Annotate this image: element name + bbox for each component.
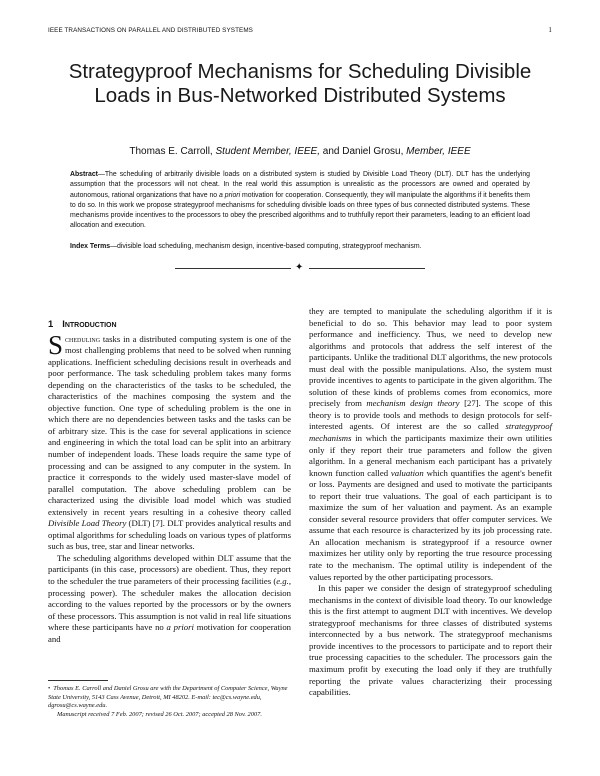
paragraph-text: , processing power). The scheduler makes the allocation decision according to the values reported by the processors or by the owners of these processors. This assumption is not valid in real life situations where these participants have no: [48, 576, 291, 633]
author-name: and Daniel Grosu,: [322, 146, 404, 157]
footnote-manuscript: Manuscript received 7 Feb. 2007; revised 26 Oct. 2007; accepted 28 Nov. 2007.: [57, 710, 262, 718]
emphasis: valuation: [390, 467, 424, 478]
index-terms: [70, 242, 530, 252]
paragraph-text: they are tempted to manipulate the scheduling algorithm if it is beneficial to do so. This behavior may lead to poor system performance and inefficiency. Thus, we need to develop new algorithms and protocols that address the self interest of the participants. Unlike the traditional DLT algorithms, the new protocols must deal with the possible manipulations. Also, the system must provide incentives to agents to participate in the given algorithm. The solution of these kinds of problems comes from economics, more precisely from: [309, 306, 552, 409]
diamond-icon: ✦: [295, 262, 304, 273]
section-title: Introduction: [62, 318, 117, 329]
right-column: [309, 306, 552, 699]
abstract-emphasis: a priori: [219, 191, 241, 199]
paragraph: [48, 553, 291, 645]
emphasis: Divisible Load Theory: [48, 518, 127, 529]
paragraph: [48, 329, 291, 553]
paragraph-text: which quantifies the agent's benefit or loss. Payments are designed and used to motivate the participants to report their true valuations. The goal of each participant is to maximize the sum of her valuation and payment. As an example consider several resource providers that offer computer services. We assume that each resource is characterized by its job processing rate. An allocation mechanism is strategyproof if a resource owner maximizes her utility only by reporting the true resource processing rate to the mechanism. The optimal utility is independent of the values reported by the other participating processors.: [309, 467, 552, 582]
page-number: 1: [548, 26, 552, 34]
smallcaps-word: cheduling: [65, 333, 101, 344]
abstract: [70, 170, 530, 232]
drop-cap: S: [48, 329, 64, 360]
abstract-text: motivation for cooperation. Consequently, they will manipulate the algorithms if it benefits them to do so. In this work we propose strategyproof mechanisms for scheduling divisible loads on three types of bus connected distributed systems. These mechanisms provide incentives to the processors to obey the prescribed algorithms and to truthfully report their parameters, leading to an efficient load allocation and execution.: [70, 191, 531, 230]
emphasis: strategyproof mechanisms: [309, 421, 552, 444]
paper-title: Strategyproof Mechanisms for Scheduling Divisible Loads in Bus-Networked Distributed Systems: [68, 60, 532, 107]
emphasis: mechanism design theory: [366, 398, 460, 409]
index-terms-text: —divisible load scheduling, mechanism design, incentive-based computing, strategyproof mechanism.: [110, 243, 422, 250]
affiliation-text: Thomas E. Carroll and Daniel Grosu are with the Department of Computer Science, Wayne State University, 5143 Cass Avenue, Detroit, MI 48202. E-mail: tec@cs.wayne.edu, dgrosu@cs.wayne.edu.: [48, 685, 288, 710]
paragraph-text: tasks in a distributed computing system is one of the most challenging problems that need to be solved when running applications. Inefficient scheduling decisions result in overheads and poor performance. The task scheduling problem takes many forms depending on the characteristics of the tasks to be scheduled, the characteristics of the machines composing the system and the objective function. One type of scheduling problem is the one in which there are no dependencies between tasks and the tasks can be of arbitrary size. This is the case for several applications in science and engineering in which the total load can be split into an arbitrary number of independent loads. These loads require the same type of processing and can be assigned to any computer in the system. In practice it corresponds to the widely used master-slave model of parallel computation. The above scheduling problem can be characterized using the divisible load model which was studied extensively in recent years resulting in a cohesive theory called: [48, 333, 291, 517]
paragraph: [309, 306, 552, 583]
paragraph-text: The scheduling algorithms developed within DLT assume that the participants (in this case, processors) are obedient. Thus, they report to the scheduler the true parameters of their processing facilities (: [48, 552, 291, 587]
paragraph: In this paper we consider the design of strategyproof scheduling mechanisms in the context of divisible load theory. To our knowledge this is the first attempt to augment DLT with incentives. We develop strategyproof mechanisms for three classes of distributed systems interconnected by a bus network. The strategyproof mechanisms provide incentives to the processors to participate and to report their true processing capacities to the scheduler. The processors gain the maximum profit by executing the load only if they are truthfully reporting the private values characterizing their processing capabilities.: [309, 583, 552, 698]
paragraph-text: in which the participants maximize their own utilities only if they report their true parameters and follow the given algorithm. In a general mechanism each participant has a privately known function called: [309, 433, 552, 478]
separator-line: [175, 268, 291, 269]
author-name: Thomas E. Carroll,: [129, 146, 213, 157]
author-role: Member, IEEE: [406, 146, 471, 157]
bullet-icon: •: [48, 685, 51, 692]
index-terms-label: Index Terms: [70, 243, 111, 250]
emphasis: a priori: [166, 622, 194, 633]
abstract-text: —The scheduling of arbitrarily divisible loads on a distributed system is studied by Divisible Load Theory (DLT). DLT has the underlying assumption that the processors will not cheat. In the real world this assumption is unrealistic as the processors are owned and operated by autonomous, rational organizations that have no: [70, 171, 530, 199]
author-role: Student Member, IEEE,: [215, 146, 320, 157]
section-number: 1: [48, 318, 54, 329]
footnote-rule: [48, 680, 108, 681]
running-header-journal: IEEE TRANSACTIONS ON PARALLEL AND DISTRIBUTED SYSTEMS: [48, 27, 253, 34]
left-column: [48, 318, 291, 645]
section-separator: [175, 258, 425, 276]
author-line: [40, 146, 560, 157]
footnote: [48, 685, 291, 719]
paragraph-text: (DLT) [7]. DLT provides analytical results and optimal algorithms for scheduling loads on various types of platforms such as bus, tree, star and linear networks.: [48, 518, 291, 552]
paragraph-text: [27]. The scope of this theory is to provide tools and methods to design protocols for self-interested agents. Of interest are the so called: [309, 398, 552, 432]
abstract-label: Abstract: [70, 171, 98, 178]
emphasis: e.g.: [276, 576, 289, 587]
section-heading: [48, 318, 291, 330]
footnote-affiliation: [48, 685, 291, 711]
paragraph-text: motivation for cooperation and: [48, 622, 292, 644]
separator-line: [309, 268, 425, 269]
